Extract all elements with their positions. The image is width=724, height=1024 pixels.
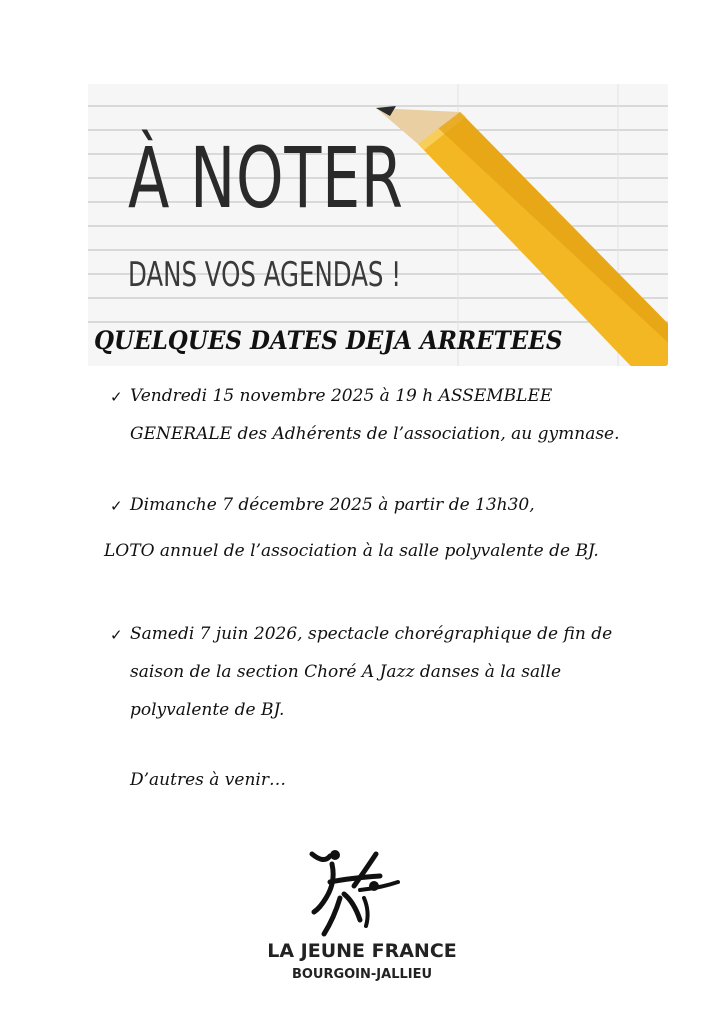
more-to-come: D’autres à venir… <box>130 770 286 790</box>
event-3-line-2: saison de la section Choré A Jazz danses à la salle <box>130 662 562 682</box>
organization-city: BOURGOIN-JALLIEU <box>291 967 433 982</box>
event-2-line-2: LOTO annuel de l’association à la salle polyvalente de BJ. <box>104 541 599 561</box>
banner-subtitle: DANS VOS AGENDAS ! <box>128 255 402 295</box>
banner-image <box>88 84 668 366</box>
event-2-line-1: Dimanche 7 décembre 2025 à partir de 13h30, <box>130 495 535 515</box>
event-3-line-3: polyvalente de BJ. <box>130 700 285 720</box>
event-1-line-2: GENERALE des Adhérents de l’association, au gymnase. <box>130 424 620 444</box>
banner-title: À NOTER <box>128 129 404 227</box>
page-heading: QUELQUES DATES DEJA ARRETEES <box>94 326 563 355</box>
check-icon: ✓ <box>110 388 123 406</box>
dancers-logo-icon <box>290 842 420 942</box>
check-icon: ✓ <box>110 626 123 644</box>
organization-name: LA JEUNE FRANCE <box>267 940 457 962</box>
event-1-line-1: Vendredi 15 novembre 2025 à 19 h ASSEMBLEE <box>130 386 553 406</box>
check-icon: ✓ <box>110 497 123 515</box>
event-3-line-1: Samedi 7 juin 2026, spectacle chorégraphique de fin de <box>130 624 613 644</box>
